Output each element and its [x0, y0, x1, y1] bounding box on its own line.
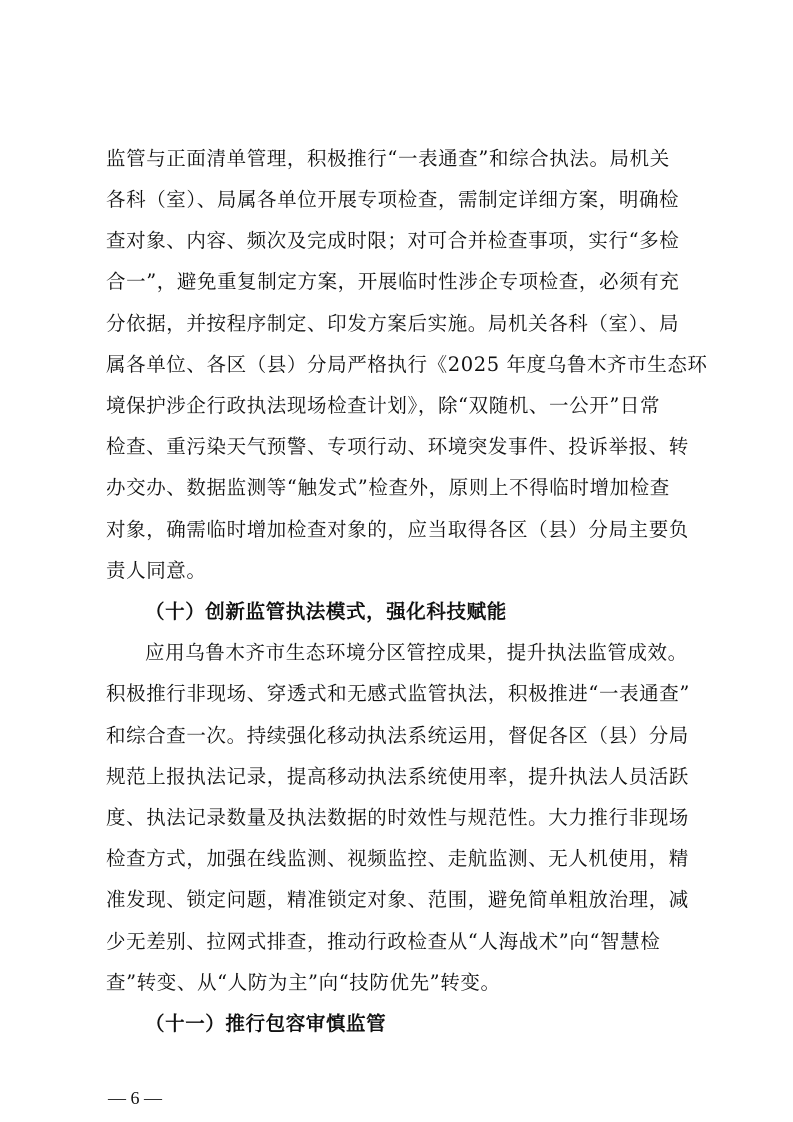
paragraph-line: 责人同意。 [106, 559, 207, 582]
paragraph-line: 分依据，并按程序制定、印发方案后实施。局机关各科（室）、局 [106, 312, 680, 335]
paragraph-line: 对象，确需临时增加检查对象的，应当取得各区（县）分局主要负 [106, 518, 689, 541]
paragraph-line: 查对象、内容、频次及完成时限；对可合并检查事项，实行“多检 [106, 229, 680, 252]
paragraph-line: 办交办、数据监测等“触发式”检查外，原则上不得临时增加检查 [106, 476, 670, 499]
paragraph-line: 应用乌鲁木齐市生态环境分区管控成果，提升执法监管成效。 [145, 641, 688, 664]
paragraph-line: 监管与正面清单管理，积极推行“一表通查”和综合执法。局机关 [106, 147, 670, 170]
paragraph-line: 合一”，避免重复制定方案，开展临时性涉企专项检查，必须有充 [106, 270, 680, 293]
paragraph-line: 查”转变、从“人防为主”向“技防优先”转变。 [106, 971, 501, 994]
paragraph-line: 检查、重污染天气预警、专项行动、环境突发事件、投诉举报、转 [106, 435, 689, 458]
paragraph-line: 准发现、锁定问题，精准锁定对象、范围，避免简单粗放治理，减 [106, 888, 689, 911]
section-heading: （十一）推行包容审慎监管 [145, 1012, 387, 1035]
paragraph-line: 积极推行非现场、穿透式和无感式监管执法，积极推进“一表通查” [106, 682, 690, 705]
paragraph-line: 检查方式，加强在线监测、视频监控、走航监测、无人机使用，精 [106, 847, 689, 870]
paragraph-line: 少无差别、拉网式排查，推动行政检查从“人海战术”向“智慧检 [106, 930, 661, 953]
paragraph-line: 和综合查一次。持续强化移动执法系统运用，督促各区（县）分局 [106, 724, 689, 747]
paragraph-line: 境保护涉企行政执法现场检查计划》，除“双随机、一公开”日常 [106, 394, 661, 417]
page-number: — 6 — [108, 1088, 162, 1108]
paragraph-line: 度、执法记录数量及执法数据的时效性与规范性。大力推行非现场 [106, 806, 689, 829]
paragraph-line: 各科（室）、局属各单位开展专项检查，需制定详细方案，明确检 [106, 188, 680, 211]
section-heading: （十）创新监管执法模式，强化科技赋能 [145, 600, 507, 623]
paragraph-line: 规范上报执法记录，提高移动执法系统使用率，提升执法人员活跃 [106, 765, 689, 788]
paragraph-line: 属各单位、各区（县）分局严格执行《2025 年度乌鲁木齐市生态环 [106, 353, 708, 376]
